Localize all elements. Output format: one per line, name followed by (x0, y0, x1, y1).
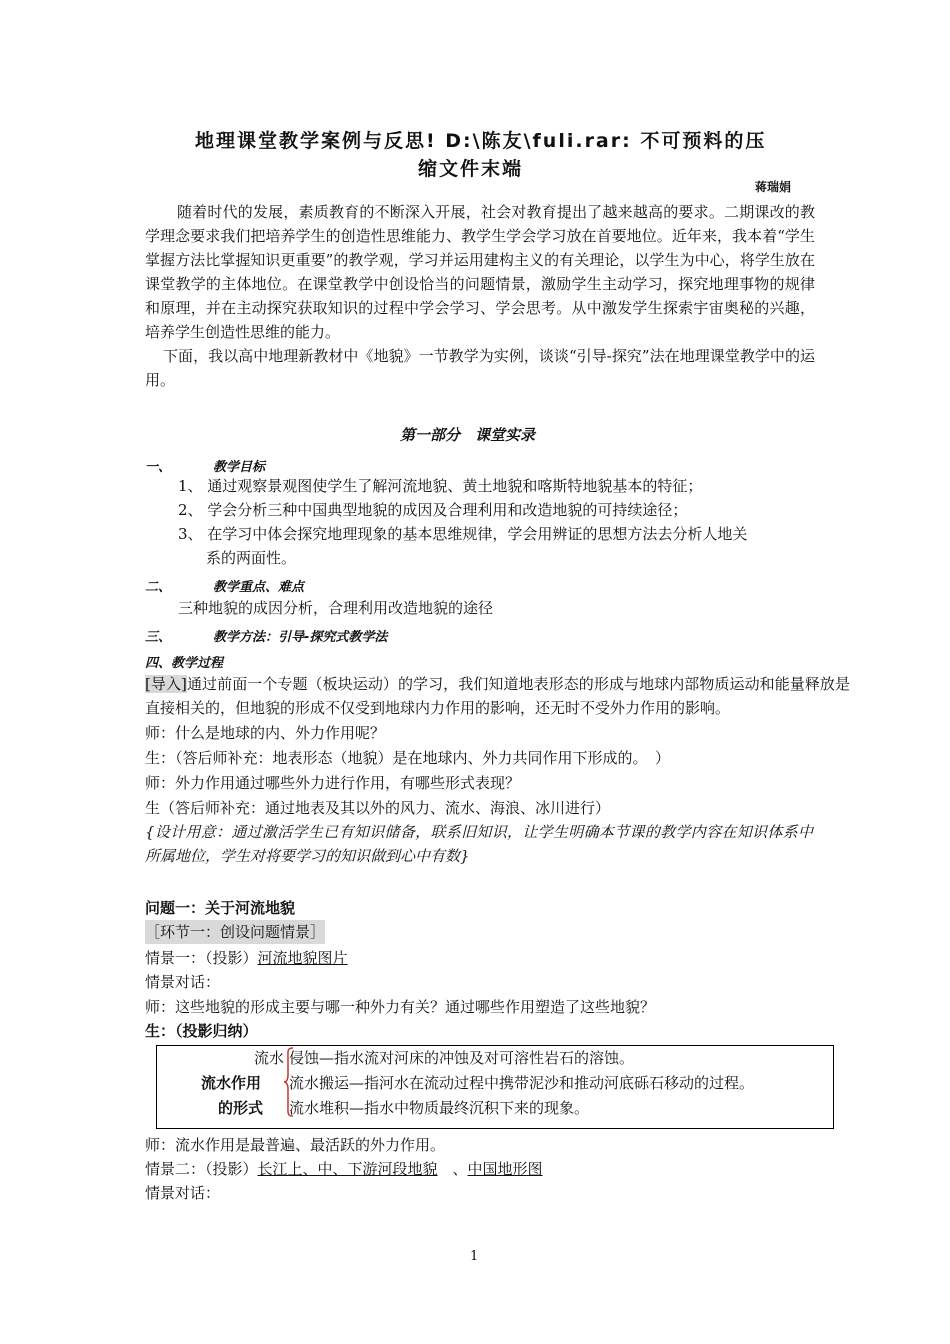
box-left-top: 流水 (254, 1049, 285, 1067)
scene2-dialog-label: 情景对话： (145, 1184, 221, 1202)
page-number: 1 (470, 1249, 479, 1264)
scene1-label: 情景一：（投影） (145, 949, 258, 967)
after-box-text: 师：流水作用是最普遍、最活跃的外力作用。 (145, 1136, 446, 1154)
scene2-link-1[interactable]: 长江上、中、下游河段地貌 (257, 1160, 438, 1178)
dialog-line-4: 生（答后师补充：通过地表及其以外的风力、流水、海浪、冰川进行） (145, 799, 611, 817)
section1-heading: 教学目标 (213, 460, 266, 475)
section2-number: 二、 (145, 580, 172, 595)
dialog-line-1: 师：什么是地球的内、外力作用呢？ (145, 724, 386, 742)
intro-paragraph-1: 随着时代的发展，素质教育的不断深入开展，社会对教育提出了越来越高的要求。二期课改的教学理念要求我们把培养学生的创造性思维能力、教学生学会学习放在首要地位。近年来，我本着“学生掌握方法比掌握知识更重要”的教学观，学习并运用建构主义的有关理论，以学生为中心，将学生放在课堂教学的主体地位。在课堂教学中创设恰当的问题情景，激励学生主动学习，探究地理事物的规律和原理，并在主动探究获取知识的过程中学会学习、学会思考。从中激发学生探索宇宙奥秘的兴趣，培养学生创造性思维的能力。 (145, 203, 815, 341)
section3-number: 三、 (145, 630, 172, 645)
document-title-line1: 地理课堂教学案例与反思! D:\陈友\fuli.rar: 不可预料的压 (195, 130, 767, 152)
design-note: {设计用意：通过激活学生已有知识储备，联系旧知识，让学生明确本节课的教学内容在知识体系中所属地位，学生对将要学习的知识做到心中有数} (145, 823, 813, 865)
scene1-link[interactable]: 河流地貌图片 (257, 949, 348, 967)
goal-item-2: 2、 学会分析三种中国典型地貌的成因及合理利用和改造地貌的可持续途径； (178, 501, 688, 519)
scene2-link-2[interactable]: 中国地形图 (467, 1160, 543, 1178)
dialog-line-3: 师：外力作用通过哪些外力进行作用，有哪些形式表现？ (145, 774, 521, 792)
box-item-1: 侵蚀—指水流对河床的冲蚀及对可溶性岩石的溶蚀。 (289, 1049, 635, 1067)
scene1-line (145, 946, 348, 970)
step1-tag: ［环节一：创设问题情景］ (145, 920, 325, 944)
part1-heading: 第一部分 课堂实录 (400, 426, 536, 444)
goal-item-3: 3、 在学习中体会探究地理现象的基本思维规律，学会用辨证的思想方法去分析人地关 (178, 525, 748, 543)
goal-item-1: 1、 通过观察景观图使学生了解河流地貌、黄土地貌和喀斯特地貌基本的特征； (178, 477, 703, 495)
box-left-main: 流水作用 (201, 1074, 262, 1092)
box-left-sub: 的形式 (218, 1099, 264, 1117)
section1-number: 一、 (145, 460, 172, 475)
intro-lesson-text: 通过前面一个专题（板块运动）的学习，我们知道地表形态的形成与地球内部物质运动和能量释放是直接相关的，但地貌的形成不仅受到地球内力作用的影响，还无时不受外力作用的影响。 (145, 675, 850, 717)
question-student: 生：（投影归纳） (145, 1022, 258, 1040)
author-name: 蒋瑞娟 (755, 180, 792, 194)
scene2-label: 情景二：（投影） (145, 1160, 258, 1178)
keypoint-text: 三种地貌的成因分析，合理利用改造地貌的途径 (178, 599, 494, 617)
question1-heading: 问题一：关于河流地貌 (145, 899, 296, 917)
scene1-dialog-label: 情景对话： (145, 973, 221, 991)
intro-lesson-paragraph (145, 672, 850, 720)
dialog-line-2: 生：（答后师补充：地表形态（地貌）是在地球内、外力共同作用下形成的。 ） (145, 749, 671, 767)
question-teacher: 师：这些地貌的形成主要与哪一种外力有关？通过哪些作用塑造了这些地貌？ (145, 998, 656, 1016)
section3-heading: 教学方法：引导-探究式教学法 (213, 630, 388, 645)
scene2-line (145, 1157, 543, 1181)
section2-heading: 教学重点、难点 (213, 580, 305, 595)
intro-tag: [导入] (145, 675, 187, 693)
section4-heading: 四、教学过程 (145, 656, 224, 671)
box-item-3: 流水堆积—指水中物质最终沉积下来的现象。 (289, 1099, 590, 1117)
intro-paragraph-2: 下面，我以高中地理新教材中《地貌》一节教学为实例，谈谈“引导-探究”法在地理课堂教学中的运用。 (145, 347, 815, 389)
document-title-line2: 缩文件末端 (418, 158, 524, 180)
box-item-2: 流水搬运—指河水在流动过程中携带泥沙和推动河底砾石移动的过程。 (289, 1074, 755, 1092)
goal-item-3-cont: 系的两面性。 (206, 549, 297, 567)
scene2-separator: 、 (437, 1160, 468, 1178)
